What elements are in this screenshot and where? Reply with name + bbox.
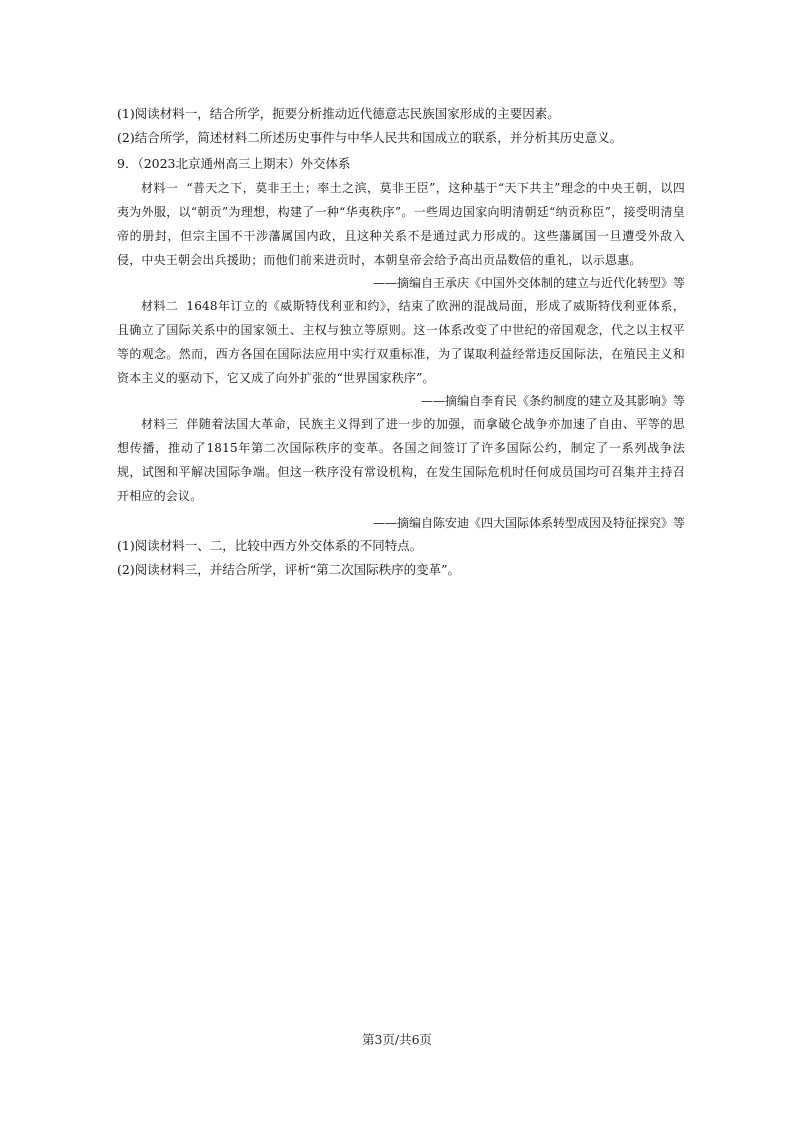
material-3-source: ——摘编自陈安迪《四大国际体系转型成因及特征探究》等 bbox=[372, 516, 685, 530]
material-1 bbox=[117, 176, 685, 294]
material-1-label: 材料一 bbox=[141, 181, 179, 195]
material-3-label: 材料三 bbox=[141, 417, 179, 431]
material-2 bbox=[117, 294, 685, 412]
material-1-source: ——摘编自王承庆《中国外交体制的建立与近代化转型》等 bbox=[372, 276, 685, 290]
material-2-source: ——摘编自李育民《条约制度的建立及其影响》等 bbox=[420, 394, 685, 408]
material-3-text: 伴随着法国大革命，民族主义得到了进一步的加强，而拿破仑战争亦加速了自由、平等的思想传播，推动了1815年第二次国际秩序的变革。各国之间签订了许多国际公约，制定了一系列战争法规，试图和平解决国际争端。但这一秩序没有常设机构，在发生国际危机时任何成员国均可召集并主持召开相应的会议。 bbox=[117, 417, 685, 503]
page-number-footer: 第3页/共6页 bbox=[361, 1032, 433, 1047]
material-2-text: 1648年订立的《威斯特伐利亚和约》，结束了欧洲的混战局面，形成了威斯特伐利亚体系，且确立了国际关系中的国家领土、主权与独立等原则。这一体系改变了中世纪的帝国观念，代之以主权平等的观念。然而，西方各国在国际法应用中实行双重标准，为了谋取利益经常违反国际法，在殖民主义和资本主义的驱动下，它又成了向外扩张的“世界国家秩序”。 bbox=[117, 299, 685, 385]
page-content bbox=[117, 104, 685, 584]
question-9-part-1: (1)阅读材料一、二，比较中西方外交体系的不同特点。 bbox=[117, 538, 423, 553]
material-3 bbox=[117, 412, 685, 534]
question-9-header: 9．（2023北京通州高三上期末）外交体系 bbox=[117, 156, 351, 171]
question-8-part-1: (1)阅读材料一，结合所学，扼要分析推动近代德意志民族国家形成的主要因素。 bbox=[117, 106, 560, 121]
question-9-part-2: (2)阅读材料三，并结合所学，评析“第二次国际秩序的变革”。 bbox=[117, 562, 460, 577]
material-1-text: “普天之下，莫非王土；率土之滨，莫非王臣”，这种基于“天下共主”理念的中央王朝，以四夷为外服，以“朝贡”为理想，构建了一种“华夷秩序”。一些周边国家向明清朝廷“纳贡称臣”，接受明清皇帝的册封，但宗主国不干涉藩属国内政，且这种关系不是通过武力形成的。这些藩属国一旦遭受外敌入侵，中央王朝会出兵援助；而他们前来进贡时，本朝皇帝会给予高出贡品数倍的重礼，以示恩惠。 bbox=[117, 181, 685, 267]
question-8-part-2: (2)结合所学，简述材料二所述历史事件与中华人民共和国成立的联系，并分析其历史意义。 bbox=[117, 130, 623, 145]
material-2-label: 材料二 bbox=[141, 299, 179, 313]
